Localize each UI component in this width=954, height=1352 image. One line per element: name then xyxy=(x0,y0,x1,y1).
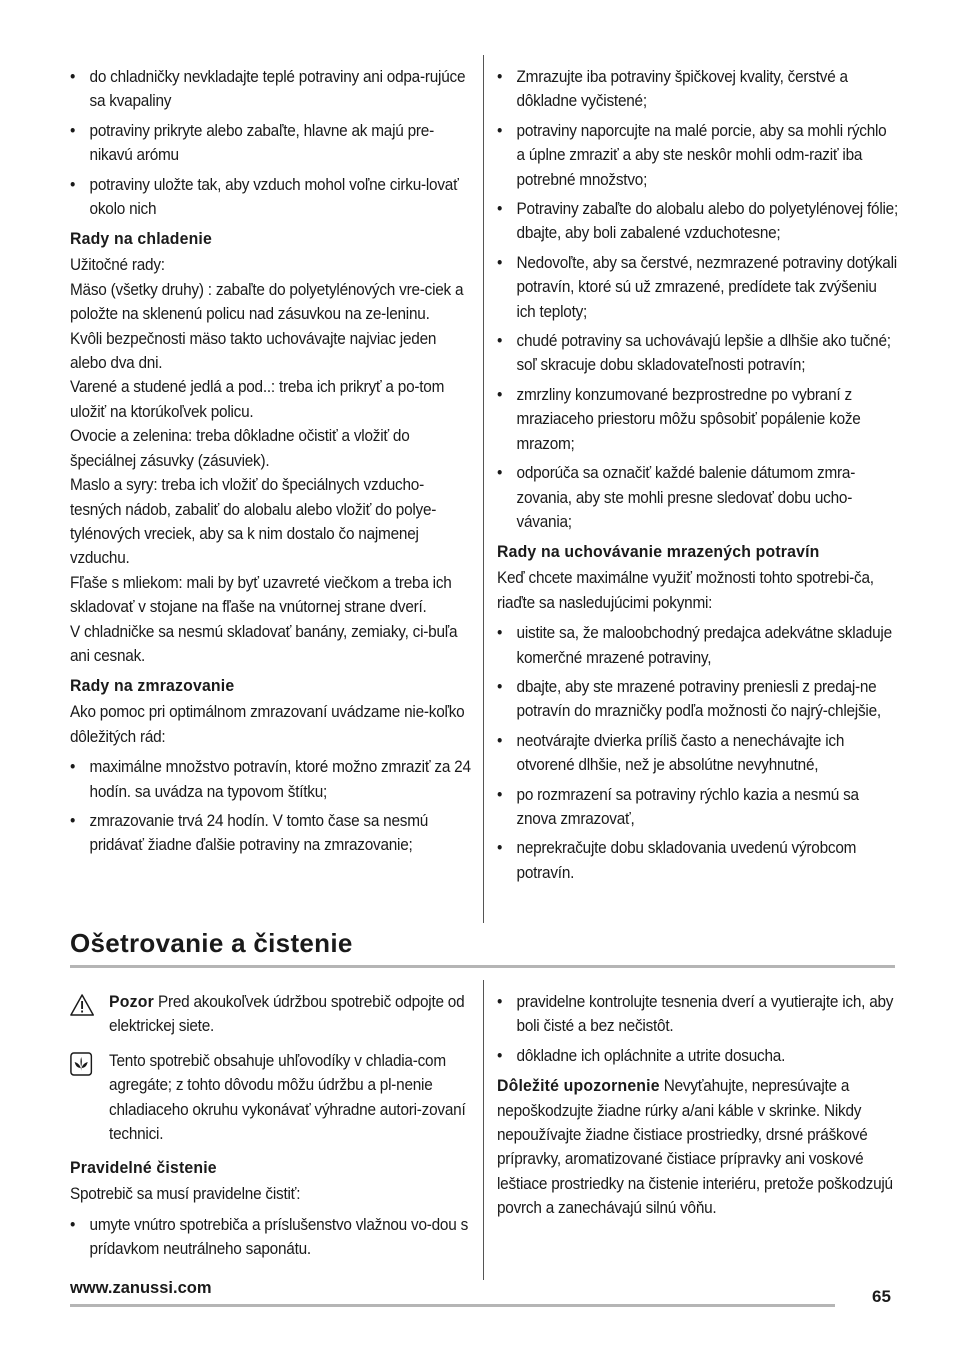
storage-intro: Keď chcete maximálne využiť možnosti tohto spotrebi-ča, riaďte sa nasledujúcimi pokynmi: xyxy=(497,569,874,612)
environment-leaf-icon xyxy=(70,1052,92,1083)
fridge-tips-list xyxy=(70,65,472,221)
cooling-paragraph: V chladničke sa nesmú skladovať banány, zemiaky, ci-buľa ani cesnak. xyxy=(70,622,458,665)
environment-note xyxy=(70,1049,472,1147)
list-item: • uistite sa, že maloobchodný predajca adekvátne skladuje komerčné mrazené potraviny, xyxy=(497,621,899,670)
column-bottom-left xyxy=(70,990,472,1267)
footer-url: www.zanussi.com xyxy=(70,1279,212,1297)
list-item: • Potraviny zabaľte do alobalu alebo do polyetylénovej fólie; dbajte, aby boli zabalené vzduchotesne; xyxy=(497,197,899,246)
cleaning-list-continued xyxy=(497,990,899,1068)
list-item: • po rozmrazení sa potraviny rýchlo kazia a nesmú sa znova zmrazovať, xyxy=(497,783,899,832)
list-item: • dôkladne ich opláchnite a utrite dosucha. xyxy=(497,1044,899,1068)
list-item: • potraviny naporcujte na malé porcie, aby sa mohli rýchlo a úplne zmraziť a aby ste neskôr mohli odm-raziť iba potrebné množstvo; xyxy=(497,119,899,192)
list-item: • umyte vnútro spotrebiča a príslušenstvo vlažnou vo-dou s prídavkom neutrálneho saponátu. xyxy=(70,1213,472,1262)
freezing-heading: Rady na zmrazovanie xyxy=(70,676,235,696)
cleaning-intro: Spotrebič sa musí pravidelne čistiť: xyxy=(70,1185,301,1204)
storage-heading: Rady na uchovávanie mrazených potravín xyxy=(497,542,820,562)
list-item: • chudé potraviny sa uchovávajú lepšie a dlhšie ako tučné; soľ skracuje dobu skladovateľnosti potravín; xyxy=(497,329,899,378)
cooling-heading: Rady na chladenie xyxy=(70,229,212,249)
column-top-left xyxy=(70,65,472,863)
cooling-paragraph: Varené a studené jedlá a pod..: treba ich prikryť a po-tom uložiť na ktorúkoľvek policu. xyxy=(70,378,445,421)
cooling-paragraph: Užitočné rady: xyxy=(70,256,165,275)
warning-text: Pred akoukoľvek údržbou spotrebič odpojte od elektrickej siete. xyxy=(109,993,465,1036)
warning-note xyxy=(70,990,472,1039)
page-number: 65 xyxy=(872,1287,891,1306)
warning-label: Pozor xyxy=(109,992,154,1011)
cleaning-heading: Pravidelné čistenie xyxy=(70,1158,217,1178)
freezing-tips-list-continued xyxy=(497,65,899,534)
list-item: • odporúča sa označiť každé balenie dátumom zmra-zovania, aby ste mohli presne sledovať dobu ucho-vávania; xyxy=(497,461,899,534)
list-item: • pravidelne kontrolujte tesnenia dverí a vyutierajte ich, aby boli čisté a bez nečistôt. xyxy=(497,990,899,1039)
column-divider xyxy=(483,980,484,1280)
cleaning-list xyxy=(70,1213,472,1262)
cooling-paragraph: Kvôli bezpečnosti mäso takto uchovávajte najviac jeden alebo dva dni. xyxy=(70,329,437,373)
section-rule xyxy=(70,965,895,968)
list-item: • zmrazovanie trvá 24 hodín. V tomto čase sa nesmú pridávať žiadne ďalšie potraviny na zmrazovanie; xyxy=(70,809,472,858)
cooling-paragraph: Maslo a syry: treba ich vložiť do špeciálnych vzducho-tesných nádob, zabaliť do alobalu alebo vložiť do polye-tylénových vreciek, aby sa k nim dostalo čo najmenej vzduchu. xyxy=(70,476,437,568)
column-divider xyxy=(483,55,484,923)
list-item: • Zmrazujte iba potraviny špičkovej kvality, čerstvé a dôkladne vyčistené; xyxy=(497,65,899,114)
warning-triangle-icon xyxy=(70,993,94,1024)
cooling-paragraph: Ovocie a zelenina: treba dôkladne očistiť a vložiť do špeciálnej zásuvky (zásuviek). xyxy=(70,427,410,470)
cooling-paragraph: Fľaše s mliekom: mali by byť uzavreté viečkom a treba ich skladovať v stojane na fľaše na vnútornej strane dverí. xyxy=(70,573,452,617)
environment-text: Tento spotrebič obsahuje uhľovodíky v chladia-com agregáte; z tohto dôvodu môžu údržbu a pl-nenie chladiaceho okruhu vykonávať výhradne autori-zovaní technici. xyxy=(109,1051,466,1144)
column-top-right xyxy=(497,65,899,890)
list-item: • Nedovoľte, aby sa čerstvé, nezmrazené potraviny dotýkali potravín, ktoré sú už zmrazené, predídete tak zvýšeniu ich teploty; xyxy=(497,251,899,324)
list-item: • potraviny prikryte alebo zabaľte, hlavne ak majú pre-nikavú arómu xyxy=(70,119,472,168)
list-item: • do chladničky nevkladajte teplé potraviny ani odpa-rujúce sa kvapaliny xyxy=(70,65,472,114)
list-item: • maximálne množstvo potravín, ktoré možno zmraziť za 24 hodín. sa uvádza na typovom štítku; xyxy=(70,755,472,804)
list-item: • neotvárajte dvierka príliš často a nenechávajte ich otvorené dlhšie, než je absolútne nevyhnutné, xyxy=(497,729,899,778)
important-label: Dôležité upozornenie xyxy=(497,1076,660,1096)
storage-tips-list xyxy=(497,621,899,885)
freezing-intro: Ako pomoc pri optimálnom zmrazovaní uvádzame nie-koľko dôležitých rád: xyxy=(70,703,465,746)
footer-rule xyxy=(70,1304,835,1307)
section-title: Ošetrovanie a čistenie xyxy=(70,928,353,958)
important-note xyxy=(497,1074,899,1220)
list-item: • dbajte, aby ste mrazené potraviny preniesli z predaj-ne potravín do mrazničky podľa možnosti čo najrý-chlejšie, xyxy=(497,675,899,724)
list-item: • potraviny uložte tak, aby vzduch mohol voľne cirku-lovať okolo nich xyxy=(70,173,472,222)
cooling-paragraph: Mäso (všetky druhy) : zabaľte do polyetylénových vre-ciek a položte na sklenenú policu nad zásuvkou na ze-leninu. xyxy=(70,280,464,324)
freezing-tips-list xyxy=(70,755,472,858)
list-item: • zmrzliny konzumované bezprostredne po vybraní z mraziaceho priestoru môžu spôsobiť popálenie kože mrazom; xyxy=(497,383,899,456)
column-bottom-right xyxy=(497,990,899,1221)
list-item: • neprekračujte dobu skladovania uvedenú výrobcom potravín. xyxy=(497,836,899,885)
important-text: Nevyťahujte, nepresúvajte a nepoškodzujte žiadne rúrky a/ani káble v skrinke. Nikdy nepoužívajte žiadne čistiace prostriedky, drsné práškové prípravky, aromatizované čistiace prípravky ani voskové leštiace prostriedky na čistenie interiéru, pretože poškodzujú povrch a zanechávajú silnú vôňu. xyxy=(497,1077,893,1218)
